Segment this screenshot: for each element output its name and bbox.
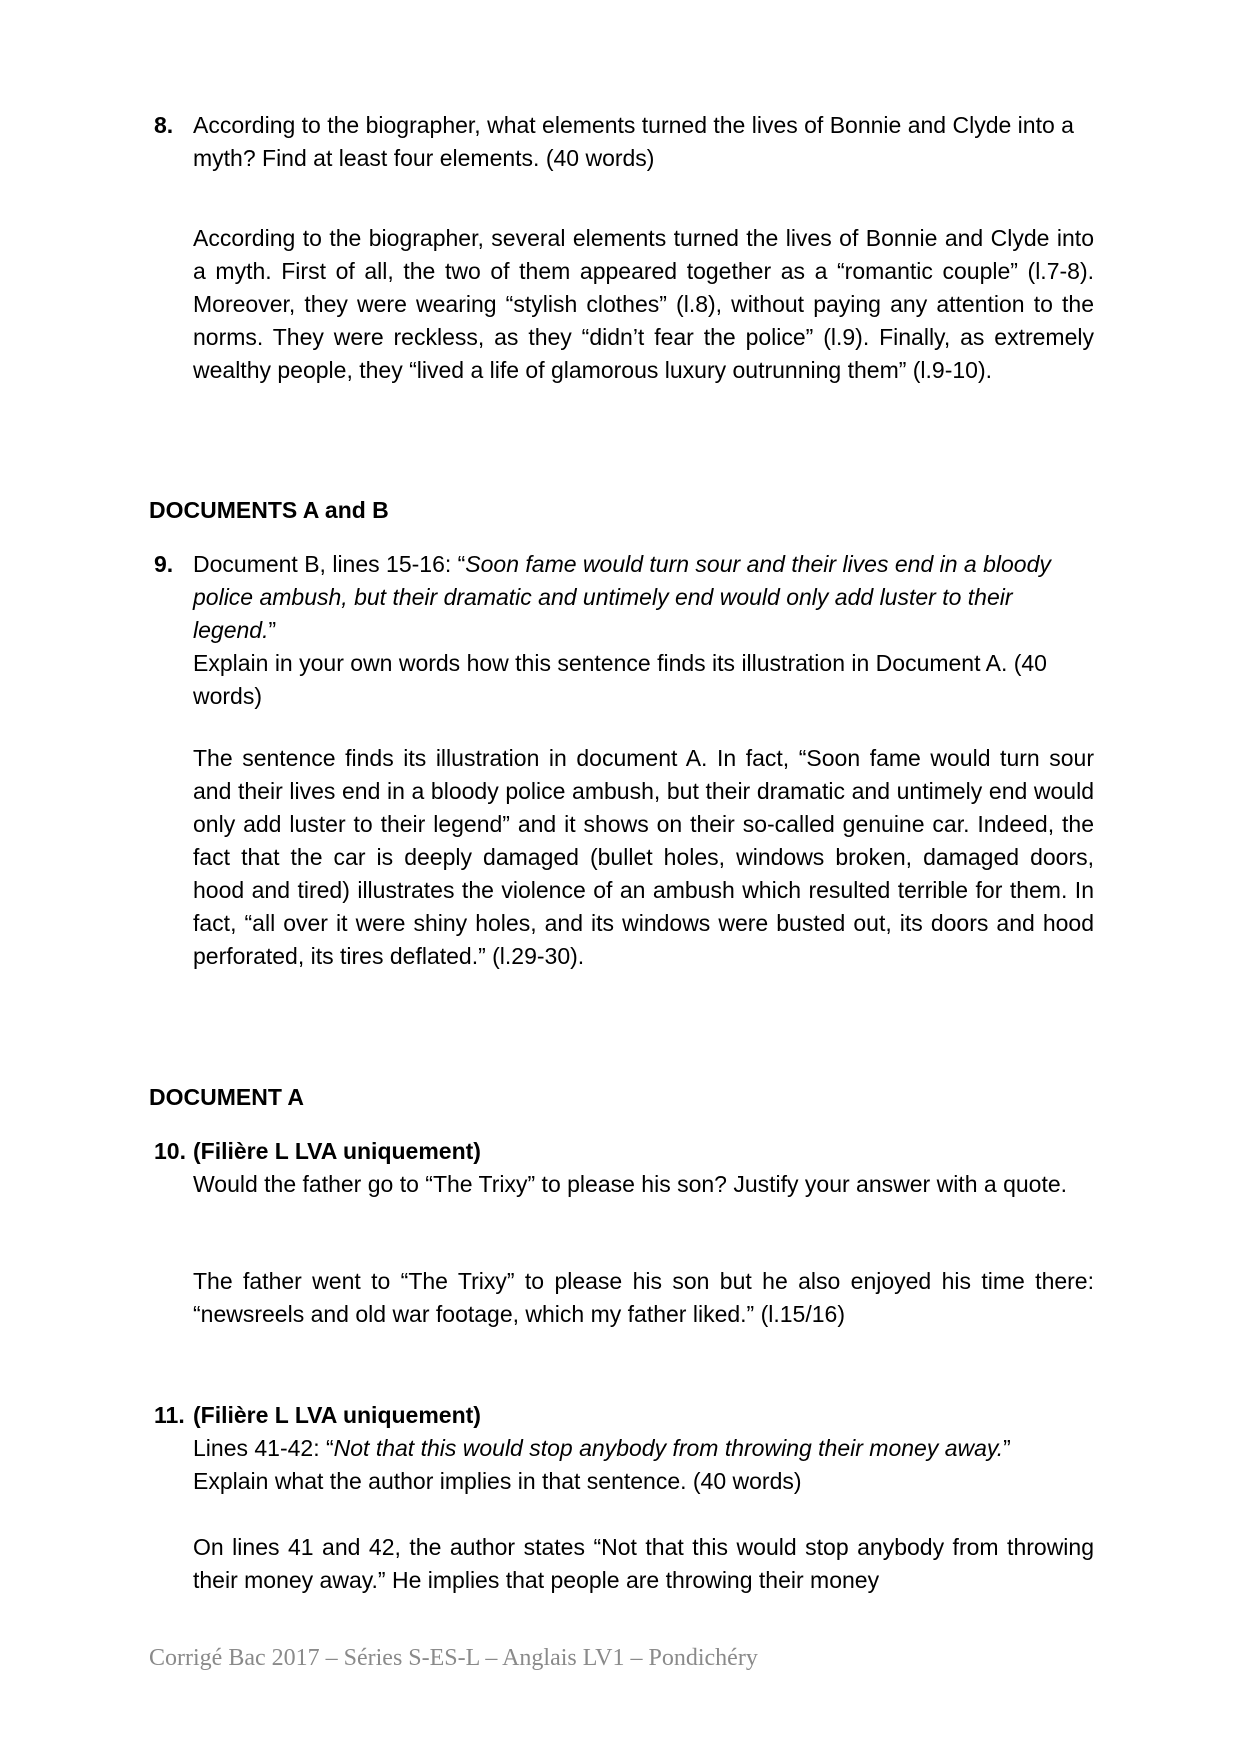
question-tag: (Filière L LVA uniquement) [193, 1402, 481, 1428]
answer-9: The sentence finds its illustration in document A. In fact, “Soon fame would turn sour and their lives end in a bloody police ambush, but their dramatic and untimely end would only add luster to their legend” and it shows on their so-called genuine car. Indeed, the fact that the car is deeply damaged (bullet holes, windows broken, damaged doors, hood and tired) illustrates the violence of an ambush which resulted terrible for them. In fact, “all over it were shiny holes, and its windows were busted out, its doors and hood perforated, its tires deflated.” (l.29-30). [193, 745, 1094, 969]
quote-intro: Lines 41-42: “ [193, 1435, 334, 1461]
question-number: 9. [154, 551, 174, 577]
quote-text: Soon fame would turn sour and their lives end in a bloody police ambush, but their dramatic and untimely end would only add luster to their legend. [193, 551, 1051, 643]
question-tag: (Filière L LVA uniquement) [193, 1138, 481, 1164]
question-10 [154, 1135, 1094, 1201]
question-9 [154, 548, 1094, 713]
answer-10: The father went to “The Trixy” to please his son but he also enjoyed his time there: “newsreels and old war footage, which my father liked.” (l.15/16) [193, 1268, 1094, 1327]
question-quote-line [193, 548, 1094, 647]
quote-close: ” [1003, 1435, 1011, 1461]
quote-text: Not that this would stop anybody from throwing their money away. [333, 1435, 1004, 1461]
page-footer: Corrigé Bac 2017 – Séries S-ES-L – Anglais LV1 – Pondichéry [149, 1645, 758, 1671]
question-prompt: According to the biographer, what elements turned the lives of Bonnie and Clyde into a myth? Find at least four elements. (40 words) [193, 112, 1074, 171]
question-prompt: Explain in your own words how this sentence finds its illustration in Document A. (40 words) [193, 650, 1047, 709]
section-heading-documents-a-b: DOCUMENTS A and B [149, 497, 389, 523]
question-prompt: Explain what the author implies in that sentence. (40 words) [193, 1468, 802, 1494]
question-quote-line [193, 1432, 1094, 1465]
question-8 [154, 109, 1094, 175]
question-number: 8. [154, 112, 174, 138]
answer-11: On lines 41 and 42, the author states “Not that this would stop anybody from throwing their money away.” He implies that people are throwing their money [193, 1534, 1094, 1593]
question-number: 10. [154, 1138, 186, 1164]
question-11 [154, 1399, 1094, 1498]
quote-close: ” [268, 617, 277, 643]
section-heading-document-a: DOCUMENT A [149, 1084, 305, 1110]
answer-8: According to the biographer, several elements turned the lives of Bonnie and Clyde into a myth. First of all, the two of them appeared together as a “romantic couple” (l.7-8). Moreover, they were wearing “stylish clothes” (l.8), without paying any attention to the norms. They were reckless, as they “didn’t fear the police” (l.9). Finally, as extremely wealthy people, they “lived a life of glamorous luxury outrunning them” (l.9-10). [193, 225, 1094, 383]
question-number: 11. [154, 1402, 185, 1428]
quote-intro: Document B, lines 15-16: “ [193, 551, 466, 577]
question-prompt: Would the father go to “The Trixy” to please his son? Justify your answer with a quote. [193, 1171, 1068, 1197]
